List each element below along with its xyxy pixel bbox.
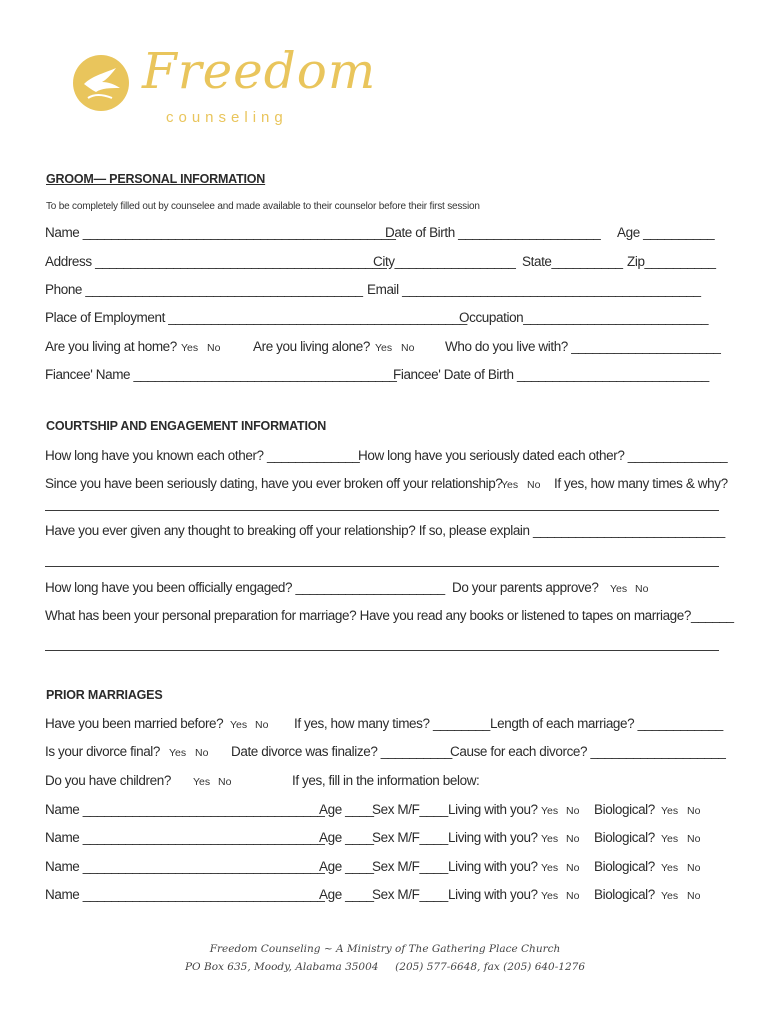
groom-heading: GROOM— PERSONAL INFORMATION [46,172,266,186]
married-before-label: Have you been married before? [45,716,224,731]
dove-logo-icon [72,54,130,112]
living-alone-no[interactable]: No [401,342,415,354]
child-name-field[interactable]: Name __________________________________ [45,802,325,817]
child-living-no[interactable]: No [566,890,580,902]
logo-wordmark: Freedom [142,42,377,100]
child-bio-label: Biological? [594,802,655,817]
child-bio-no[interactable]: No [687,890,701,902]
dated-field[interactable]: How long have you seriously dated each other? ______________ [358,448,728,463]
child-name-field[interactable]: Name __________________________________ [45,887,325,902]
footer-contact: PO Box 635, Moody, Alabama 35004 (205) 577-6648, fax (205) 640-1276 [184,961,586,973]
living-alone-yes[interactable]: Yes [375,342,393,354]
living-alone-label: Are you living alone? [253,339,370,354]
child-age-field[interactable]: Age ____ [319,859,374,874]
broken-off-yes[interactable]: Yes [501,479,519,491]
child-sex-field[interactable]: Sex M/F____ [372,802,448,817]
child-living-no[interactable]: No [566,805,580,817]
child-bio-label: Biological? [594,859,655,874]
groom-note: To be completely filled out by counselee and made available to their counselor before their first session [46,201,480,212]
divorce-final-label: Is your divorce final? [45,744,161,759]
child-bio-no[interactable]: No [687,833,701,845]
name-field[interactable]: Name ____________________________________________ [45,225,396,240]
employment-field[interactable]: Place of Employment __________________________________________ [45,310,467,325]
child-sex-field[interactable]: Sex M/F____ [372,859,448,874]
child-sex-field[interactable]: Sex M/F____ [372,887,448,902]
children-instructions: If yes, fill in the information below: [292,773,480,788]
child-age-field[interactable]: Age ____ [319,887,374,902]
state-field[interactable]: State__________ [522,254,623,269]
parents-approve-no[interactable]: No [635,583,649,595]
fiancee-name-field[interactable]: Fiancee' Name _____________________________________ [45,367,397,382]
married-before-yes[interactable]: Yes [230,719,248,731]
child-living-label: Living with you? [448,830,538,845]
email-field[interactable]: Email __________________________________________ [367,282,701,297]
living-home-label: Are you living at home? [45,339,177,354]
zip-field[interactable]: Zip__________ [627,254,716,269]
divorce-cause-field[interactable]: Cause for each divorce? ___________________ [450,744,726,759]
times-married-field[interactable]: If yes, how many times? ________ [294,716,490,731]
prior-marriages-heading: PRIOR MARRIAGES [46,688,163,702]
child-sex-field[interactable]: Sex M/F____ [372,830,448,845]
children-yes[interactable]: Yes [193,776,211,788]
preparation-field[interactable]: What has been your personal preparation for marriage? Have you read any books or listened to tapes on marriage?______ [45,608,734,623]
dob-field[interactable]: Date of Birth ____________________ [385,225,601,240]
answer-line[interactable] [45,650,719,651]
child-living-yes[interactable]: Yes [541,890,559,902]
divorce-final-yes[interactable]: Yes [169,747,187,759]
broken-off-label: Since you have been seriously dating, have you ever broken off your relationship? [45,476,503,491]
fiancee-dob-field[interactable]: Fiancee' Date of Birth ___________________________ [393,367,709,382]
phone-field[interactable]: Phone _______________________________________ [45,282,363,297]
child-bio-yes[interactable]: Yes [661,833,679,845]
child-name-field[interactable]: Name __________________________________ [45,830,325,845]
child-living-yes[interactable]: Yes [541,862,559,874]
child-name-field[interactable]: Name __________________________________ [45,859,325,874]
occupation-field[interactable]: Occupation__________________________ [459,310,709,325]
child-living-no[interactable]: No [566,833,580,845]
thought-field[interactable]: Have you ever given any thought to breaking off your relationship? If so, please explain ___________________________ [45,523,725,538]
child-bio-no[interactable]: No [687,805,701,817]
courtship-heading: COURTSHIP AND ENGAGEMENT INFORMATION [46,419,327,433]
child-bio-label: Biological? [594,887,655,902]
known-field[interactable]: How long have you known each other? _____________ [45,448,360,463]
parents-approve-label: Do your parents approve? [452,580,599,595]
child-age-field[interactable]: Age ____ [319,802,374,817]
child-age-field[interactable]: Age ____ [319,830,374,845]
parents-approve-yes[interactable]: Yes [610,583,628,595]
how-many-times-label: If yes, how many times & why? [554,476,728,491]
footer-ministry: Freedom Counseling ~ A Ministry of The Gathering Place Church [209,943,561,955]
child-living-yes[interactable]: Yes [541,805,559,817]
child-bio-label: Biological? [594,830,655,845]
child-bio-yes[interactable]: Yes [661,890,679,902]
child-living-label: Living with you? [448,802,538,817]
child-bio-yes[interactable]: Yes [661,862,679,874]
child-living-label: Living with you? [448,887,538,902]
age-field[interactable]: Age __________ [617,225,715,240]
live-with-field[interactable]: Who do you live with? _____________________ [445,339,721,354]
child-living-no[interactable]: No [566,862,580,874]
child-living-label: Living with you? [448,859,538,874]
divorce-final-no[interactable]: No [195,747,209,759]
answer-line[interactable] [45,510,719,511]
living-home-no[interactable]: No [207,342,221,354]
answer-line[interactable] [45,566,719,567]
children-no[interactable]: No [218,776,232,788]
children-label: Do you have children? [45,773,171,788]
child-bio-yes[interactable]: Yes [661,805,679,817]
logo [72,42,377,134]
married-before-no[interactable]: No [255,719,269,731]
living-home-yes[interactable]: Yes [181,342,199,354]
address-field[interactable]: Address _________________________________________ [45,254,387,269]
divorce-finalized-field[interactable]: Date divorce was finalize? __________ [231,744,452,759]
logo-subtitle: counseling [166,109,288,126]
child-bio-no[interactable]: No [687,862,701,874]
child-living-yes[interactable]: Yes [541,833,559,845]
broken-off-no[interactable]: No [527,479,541,491]
city-field[interactable]: City_________________ [373,254,516,269]
marriage-length-field[interactable]: Length of each marriage? ____________ [490,716,723,731]
engaged-field[interactable]: How long have you been officially engaged? _____________________ [45,580,445,595]
